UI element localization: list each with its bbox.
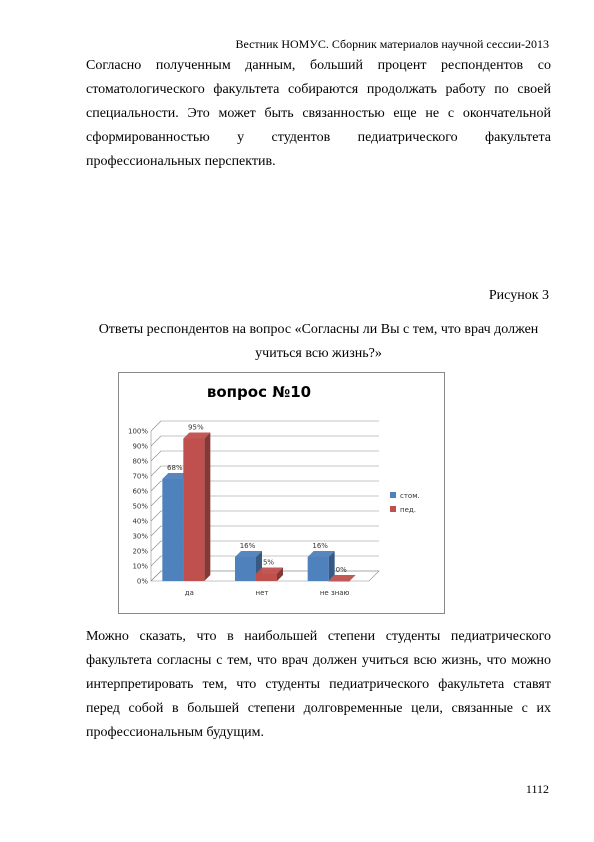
y-tick-label: 30% — [132, 532, 148, 541]
figure-caption — [86, 318, 551, 366]
x-tick-label: да — [184, 589, 194, 597]
paragraph-line: факультета согласны с тем, что врач должен учиться всю жизнь, что можно — [86, 653, 551, 668]
gridline-depth — [151, 466, 161, 476]
paragraph-line: специальности. Это может быть связанностью еще не с окончательной — [86, 106, 551, 121]
bar — [256, 574, 277, 582]
y-tick-label: 90% — [132, 442, 148, 451]
gridline-depth — [151, 541, 161, 551]
paragraph-line: перед собой в большей степени долговременные цели, связанные с их — [86, 701, 551, 716]
page-number: 1112 — [525, 782, 549, 796]
data-label: 16% — [312, 542, 328, 550]
y-tick-label: 70% — [132, 472, 148, 481]
bar-side — [204, 433, 210, 582]
bar — [162, 479, 183, 581]
gridline-depth — [151, 451, 161, 461]
y-tick-label: 100% — [127, 427, 148, 436]
bar — [235, 557, 256, 581]
data-label: 0% — [335, 566, 347, 574]
gridline-depth — [151, 496, 161, 506]
x-tick-label: нет — [255, 589, 269, 597]
paragraph-line: профессиональных перспектив. — [86, 154, 276, 169]
gridline-depth — [151, 436, 161, 446]
y-tick-label: 80% — [132, 457, 148, 466]
legend-label: пед. — [400, 506, 416, 514]
data-label: 95% — [188, 423, 204, 432]
paragraph-line: Можно сказать, что в наибольшей степени студенты педиатрического — [86, 629, 551, 644]
legend-swatch — [390, 492, 396, 498]
data-label: 5% — [262, 558, 275, 567]
y-tick-label: 40% — [132, 517, 148, 526]
paragraph-line: интерпретировать тем, что студенты педиатрического факультета ставят — [86, 677, 551, 692]
figure-caption-line: Ответы респондентов на вопрос «Согласны ли Вы с тем, что врач должен — [98, 322, 539, 337]
bar — [183, 439, 204, 582]
paragraph-1 — [86, 54, 551, 174]
gridline-depth — [151, 481, 161, 491]
paragraph-line: стоматологического факультета собираются продолжать работу по своей — [86, 82, 551, 97]
legend-swatch — [390, 506, 396, 512]
bar — [308, 557, 329, 581]
paragraph-2 — [86, 625, 551, 745]
figure-number: Рисунок 3 — [488, 288, 549, 303]
chart-frame — [118, 372, 445, 614]
paragraph-line: сформированностью у студентов педиатрического факультета — [86, 130, 551, 145]
bar — [329, 581, 350, 582]
x-tick-label: не знаю — [319, 589, 350, 597]
data-label: 16% — [239, 542, 256, 550]
chart-title: вопрос №10 — [206, 383, 312, 401]
paragraph-line: Согласно полученным данным, больший процент респондентов со — [86, 58, 551, 73]
bar-chart — [119, 373, 444, 613]
y-tick-label: 20% — [132, 547, 148, 556]
data-label: 68% — [167, 464, 183, 472]
gridline-depth — [151, 511, 161, 521]
gridline-depth — [151, 421, 161, 431]
y-tick-label: 50% — [132, 502, 148, 511]
y-tick-label: 10% — [132, 562, 148, 571]
figure-caption-line: учиться всю жизнь?» — [255, 346, 382, 361]
gridline-depth — [151, 556, 161, 566]
y-tick-label: 0% — [136, 577, 148, 586]
gridline-depth — [151, 526, 161, 536]
paragraph-line: профессиональным будущим. — [86, 725, 264, 740]
y-tick-label: 60% — [132, 487, 148, 496]
legend-label: стом. — [400, 492, 420, 500]
running-header: Вестник НОМУС. Сборник материалов научной сессии-2013 — [235, 37, 549, 51]
